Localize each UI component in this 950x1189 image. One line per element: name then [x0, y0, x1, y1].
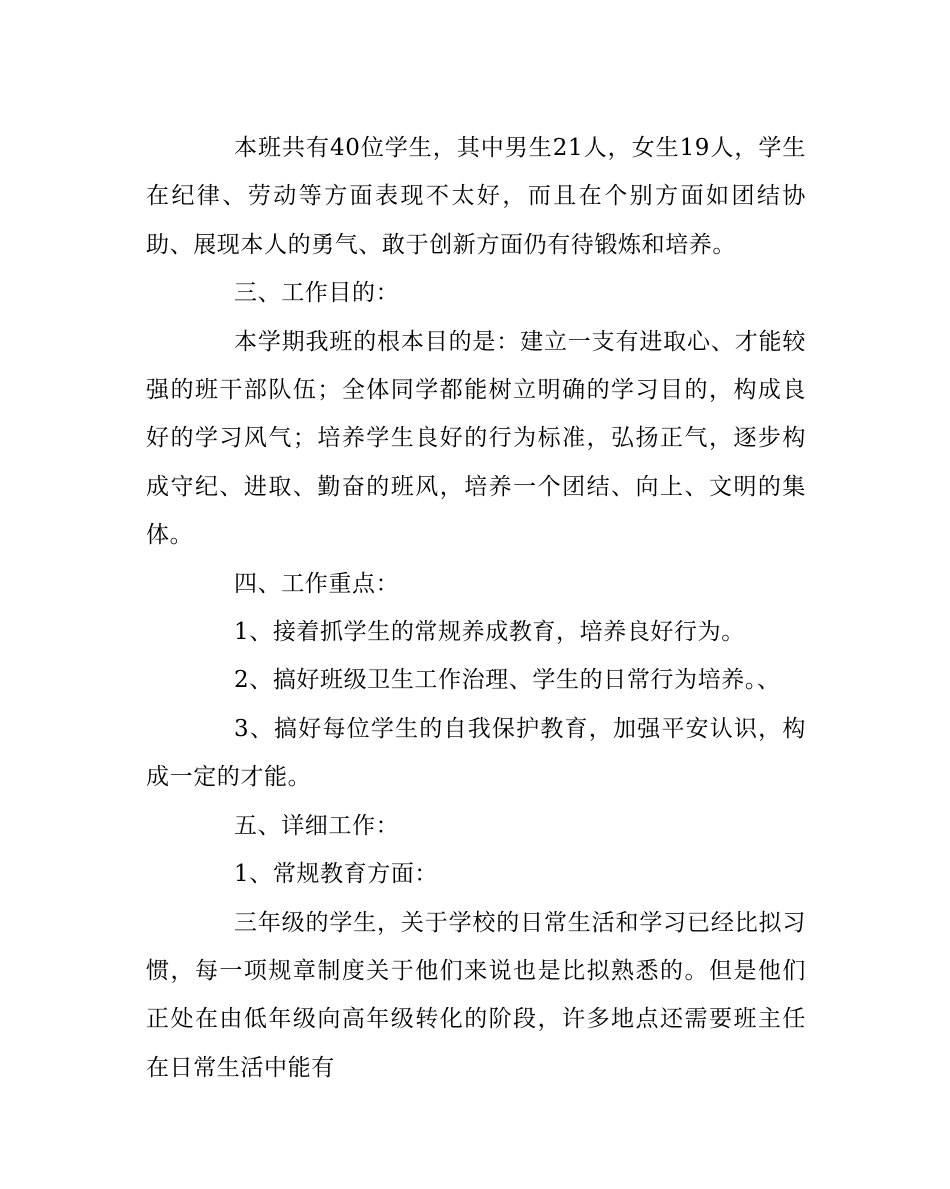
routine-education-paragraph: 三年级的学生，关于学校的日常生活和学习已经比拟习惯，每一项规章制度关于他们来说也是比拟熟悉的。但是他们正处在由低年级向高年级转化的阶段，许多地点还需要班主任在日常生活中能有	[146, 909, 806, 1081]
work-goals-paragraph: 本学期我班的根本目的是：建立一支有进取心、才能较强的班干部队伍；全体同学都能树立明确的学习目的，构成良好的学习风气；培养学生良好的行为标准，弘扬正气，逐步构成守纪、进取、勤奋的班风，培养一个团结、向上、文明的集体。	[146, 328, 806, 549]
subheading-routine-education: 1、常规教育方面：	[234, 861, 439, 888]
section-heading-detailed-work: 五、详细工作：	[234, 812, 400, 839]
focus-item-1: 1、接着抓学生的常规养成教育，培养良好行为。	[234, 619, 745, 646]
class-overview-paragraph: 本班共有40位学生，其中男生21人，女生19人，学生在纪律、劳动等方面表现不太好，而且在个别方面如团结协助、展现本人的勇气、敢于创新方面仍有待锻炼和培养。	[146, 135, 806, 258]
section-heading-work-focus: 四、工作重点：	[234, 570, 400, 597]
document-body	[146, 124, 806, 1092]
focus-item-2: 2、搞好班级卫生工作治理、学生的日常行为培养。、	[234, 667, 781, 694]
focus-item-3: 3、搞好每位学生的自我保护教育，加强平安认识，构成一定的才能。	[146, 715, 806, 791]
section-heading-work-goals: 三、工作目的：	[234, 280, 400, 307]
